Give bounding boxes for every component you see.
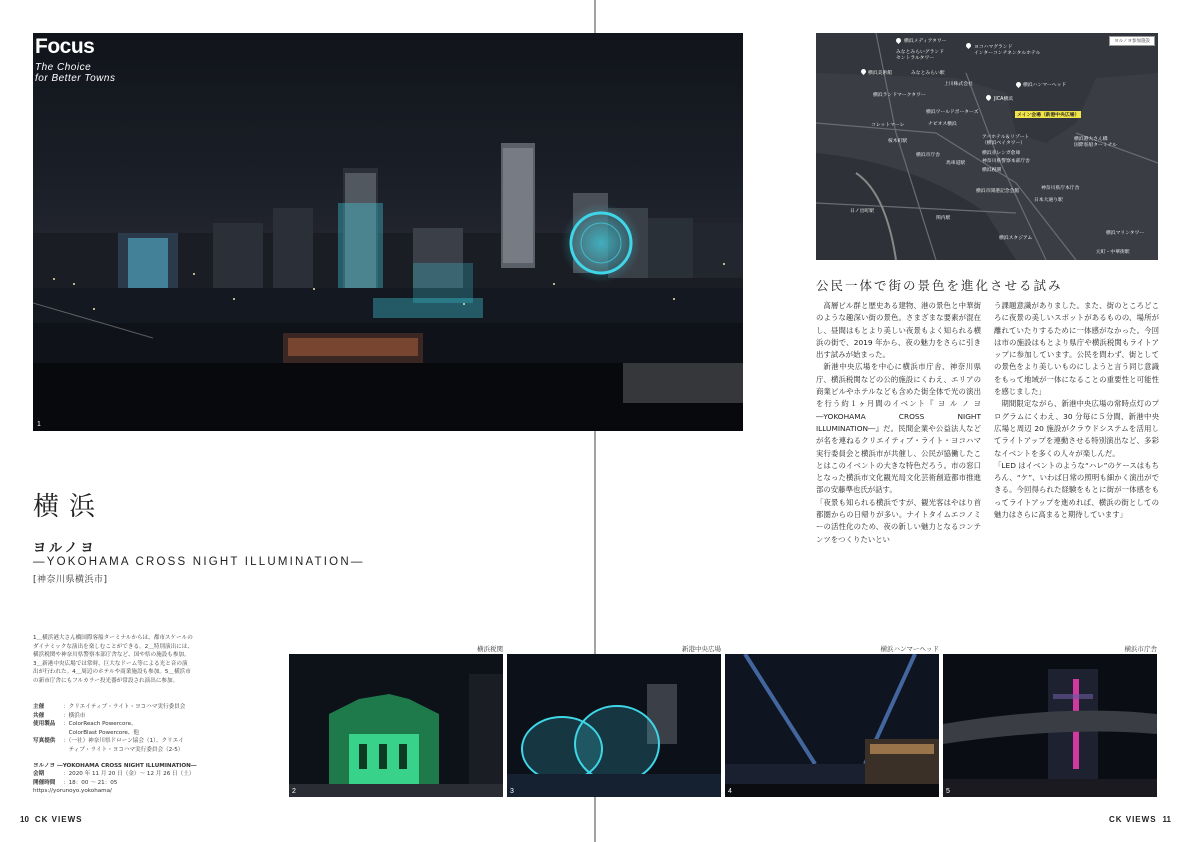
map-label: 上川株式会社 <box>944 82 973 87</box>
credit-value: ColorBlast Powercore、他 <box>63 729 139 736</box>
map-label: 桜木町駅 <box>888 139 908 144</box>
map-label: みなとみらい駅 <box>911 71 945 76</box>
thumb-label: 新港中央広場 <box>682 645 721 653</box>
map-label: 横浜ランドマークタワー <box>873 93 926 98</box>
credit-value: ：横浜市 <box>63 712 86 719</box>
focus-subtitle <box>35 62 115 84</box>
credits <box>33 703 213 755</box>
map-label: 横浜港大さん橋 <box>1074 137 1108 142</box>
project-location: [神奈川県横浜市] <box>33 575 108 585</box>
plaza-photo <box>507 654 721 797</box>
event-url[interactable]: https://yorunoyo.yokohama/ <box>33 788 112 795</box>
map-label: 横浜市開港記念会館 <box>976 189 1020 194</box>
body-column-right <box>994 300 1159 521</box>
map-label: 日本大通り駅 <box>1034 198 1063 203</box>
city-title: 横浜 <box>33 492 106 522</box>
credit-key: 使用製品 <box>33 721 56 728</box>
event-info <box>33 762 223 796</box>
thumb-label: 横浜市庁舎 <box>1124 645 1157 653</box>
credit-row <box>33 703 213 712</box>
thumb-hammerhead <box>725 654 939 797</box>
thumb-label: 横浜ハンマーヘッド <box>880 645 939 653</box>
map-label: 元町・中華街駅 <box>1096 250 1130 255</box>
body-paragraph: 「LED はイベントのような“ハレ”のケースはもちろん、“ケ”、いわば日常の照明も細かく演出ができる。今回得られた経験をもとに街が一体感をもってライトアップを進めれば、横浜の街としての魅力はさらに高まると期待しています」 <box>994 460 1159 520</box>
map-label: 関内駅 <box>936 216 951 221</box>
event-period-key: 会期 <box>33 771 45 778</box>
body-paragraph: 「夜景も知られる横浜ですが、観光客はやはり首都圏からの日帰りが多い。ナイトタイムエコノミーの活性化のため、夜の新しい魅力となるコンテンツをつくりたいとい <box>816 497 981 544</box>
photo-number: 1 <box>37 421 41 428</box>
map-label: JICA横浜 <box>994 97 1014 102</box>
hero-photo <box>33 33 743 431</box>
body-paragraph: 新港中央広場を中心に横浜市庁舎、神奈川県庁、横浜税関などの公的施設にくわえ、エリアの商業ビルやホテルなども含めた街全体で光の演出を行う約１ヶ月間のイベント『 ヨ ル ノ ヨ ―YOKOHAMA CROSS NIGHT ILLUMINATION―』だ。民間企業や公益法人などが名を連ねるクリエイティブ・ライト・ヨコハマ実行委員会と横浜市が共催し、公民が協働したことはこのイベントの大きな特色だろう。市の窓口となった横浜市文化観光局文化芸術創造都市推進部の安藤準也氏が話す。 <box>816 362 981 495</box>
map-label: みなとみらいグランド <box>896 50 944 55</box>
map-label: （横浜ベイタワー） <box>982 141 1026 146</box>
thumb-city-hall <box>943 654 1157 797</box>
map-label: 馬車道駅 <box>946 161 966 166</box>
map-label: 日ノ出町駅 <box>850 209 874 214</box>
credit-row <box>33 712 213 721</box>
focus-subtitle-line-2: for Better Towns <box>35 73 116 84</box>
magazine-name: CK VIEWS <box>1108 815 1157 824</box>
map-label: 横浜ワールドポーターズ <box>926 110 979 115</box>
map-label: 横浜市庁舎 <box>916 153 940 158</box>
body-paragraph: 高層ビル群と歴史ある建物、港の景色と中華街のような趣深い街の景色。さまざまな要素が混在し、昼間はもとより美しい夜景もよく知られる横浜の街で、2019 年から、夜の魅力をさらに引き出す試みが始まった。 <box>816 301 981 360</box>
map-label: ヨコハマグランド <box>974 45 1013 50</box>
credit-value: ：（一社）神奈川県ドローン協会（1）、クリエイ <box>63 738 184 745</box>
area-map <box>816 33 1158 260</box>
map-legend: ヨルノヨ参加施設 <box>1109 36 1155 46</box>
credit-key: 共催 <box>33 712 45 719</box>
photo-number: 2 <box>292 788 296 795</box>
hammerhead-photo <box>725 654 939 797</box>
map-label: セントラルタワー <box>896 56 935 61</box>
credit-value: ：クリエイティブ・ライト・ヨコハマ実行委員会 <box>63 704 186 710</box>
event-hours-value: ：18：00 〜 21：05 <box>63 779 118 786</box>
credit-key: 主催 <box>33 704 45 710</box>
map-label: インターコンチネンタルホテル <box>974 51 1041 56</box>
map-label: 横浜美術館 <box>868 71 892 76</box>
project-title-jp: ヨルノヨ <box>33 541 97 556</box>
thumb-customs <box>289 654 503 797</box>
map-label: 神奈川県庁本庁舎 <box>1041 186 1080 191</box>
thumb-label: 横浜税関 <box>477 645 503 653</box>
map-label: ナビオス横浜 <box>928 122 957 127</box>
folio-left <box>20 815 82 824</box>
map-label: 国際客船ターミナル <box>1074 143 1117 148</box>
page-number: 10 <box>20 815 29 824</box>
magazine-name: CK VIEWS <box>34 815 83 824</box>
credit-row <box>33 746 213 755</box>
main-venue-label: メイン会場（新港中央広場） <box>1017 113 1080 118</box>
map-label: 横浜スタジアム <box>999 236 1033 241</box>
map-label: 横浜税関 <box>982 168 1002 173</box>
thumb-plaza <box>507 654 721 797</box>
photo-number: 5 <box>946 788 950 795</box>
event-period-value: ：2020 年 11 月 20 日（金）〜 12 月 26 日（土） <box>63 771 195 778</box>
hero-night-cityscape <box>33 33 743 431</box>
credit-row <box>33 737 213 746</box>
photo-number: 4 <box>728 788 732 795</box>
map-label: 神奈川県警察本部庁舎 <box>982 159 1030 164</box>
body-column-left <box>816 300 981 546</box>
map-label: 横浜ハンマーヘッド <box>1023 83 1067 88</box>
map-label: 横浜マリンタワー <box>1106 231 1145 236</box>
customs-photo <box>289 654 503 797</box>
project-title-en: ―YOKOHAMA CROSS NIGHT ILLUMINATION― <box>33 556 365 568</box>
credit-key <box>33 729 63 738</box>
body-paragraph: 期間限定ながら、新港中央広場の常時点灯のプログラムにくわえ、30 分毎に５分間、新港中央広場と周辺 20 施設がクラウドシステムを活用してライトアップを連動させる特別演出など、多彩なイベントを多くの人々が楽しんだ。 <box>994 399 1159 458</box>
credit-value: ：ColorReach Powercore、 <box>63 721 137 728</box>
map-label: 横浜メディアタワー <box>904 39 947 44</box>
focus-logo: Focus <box>35 35 95 58</box>
photo-captions: 1＿横浜港大さん橋国際客船ターミナルからは、都市スケールのダイナミックな演出を楽しむことができる。2＿特別演出には、横浜税関や神奈川県警察本部庁舎など、国や県の施設も参加。3＿新港中央広場では常時、巨大なドーム等による光と音の演出が行われた。4＿周辺のホテルや商業施設も参加。5＿横浜市の新市庁舎にもフルカラー投光器が常設され演出に参加。 <box>33 635 193 684</box>
credit-row <box>33 729 213 738</box>
event-name: ヨルノヨ ―YOKOHAMA CROSS NIGHT ILLUMINATION― <box>33 763 197 769</box>
credit-key <box>33 746 63 755</box>
folio-right <box>1109 815 1171 824</box>
credit-value: ティブ・ライト・ヨコハマ実行委員会（2-5） <box>63 746 184 753</box>
event-hours-key: 開催時間 <box>33 779 56 786</box>
map-label: アパホテル＆リゾート <box>982 135 1030 140</box>
photo-number: 3 <box>510 788 514 795</box>
body-paragraph: う課題意識がありました。また、街のところどころに夜景の美しいスポットがあるものの、場所が離れていたりするために一体感がなかった。今回は市の施設はもとより県庁や横浜税関もライトアップに参加しています。公民を問わず、街としての景色をより美しいものにしようと言う同じ意識をもって地域が一体になることの重要性と可能性を感じました」 <box>994 301 1159 397</box>
section-title: 公民一体で街の景色を進化させる試み <box>816 278 1063 293</box>
map-label: コレットマーレ <box>871 123 905 128</box>
page-number: 11 <box>1162 815 1171 824</box>
credit-key: 写真提供 <box>33 738 56 745</box>
credit-row <box>33 720 213 729</box>
focus-subtitle-line-1: The Choice <box>35 62 92 73</box>
city-hall-photo <box>943 654 1157 797</box>
map-label: 横浜赤レンガ倉庫 <box>982 151 1021 156</box>
